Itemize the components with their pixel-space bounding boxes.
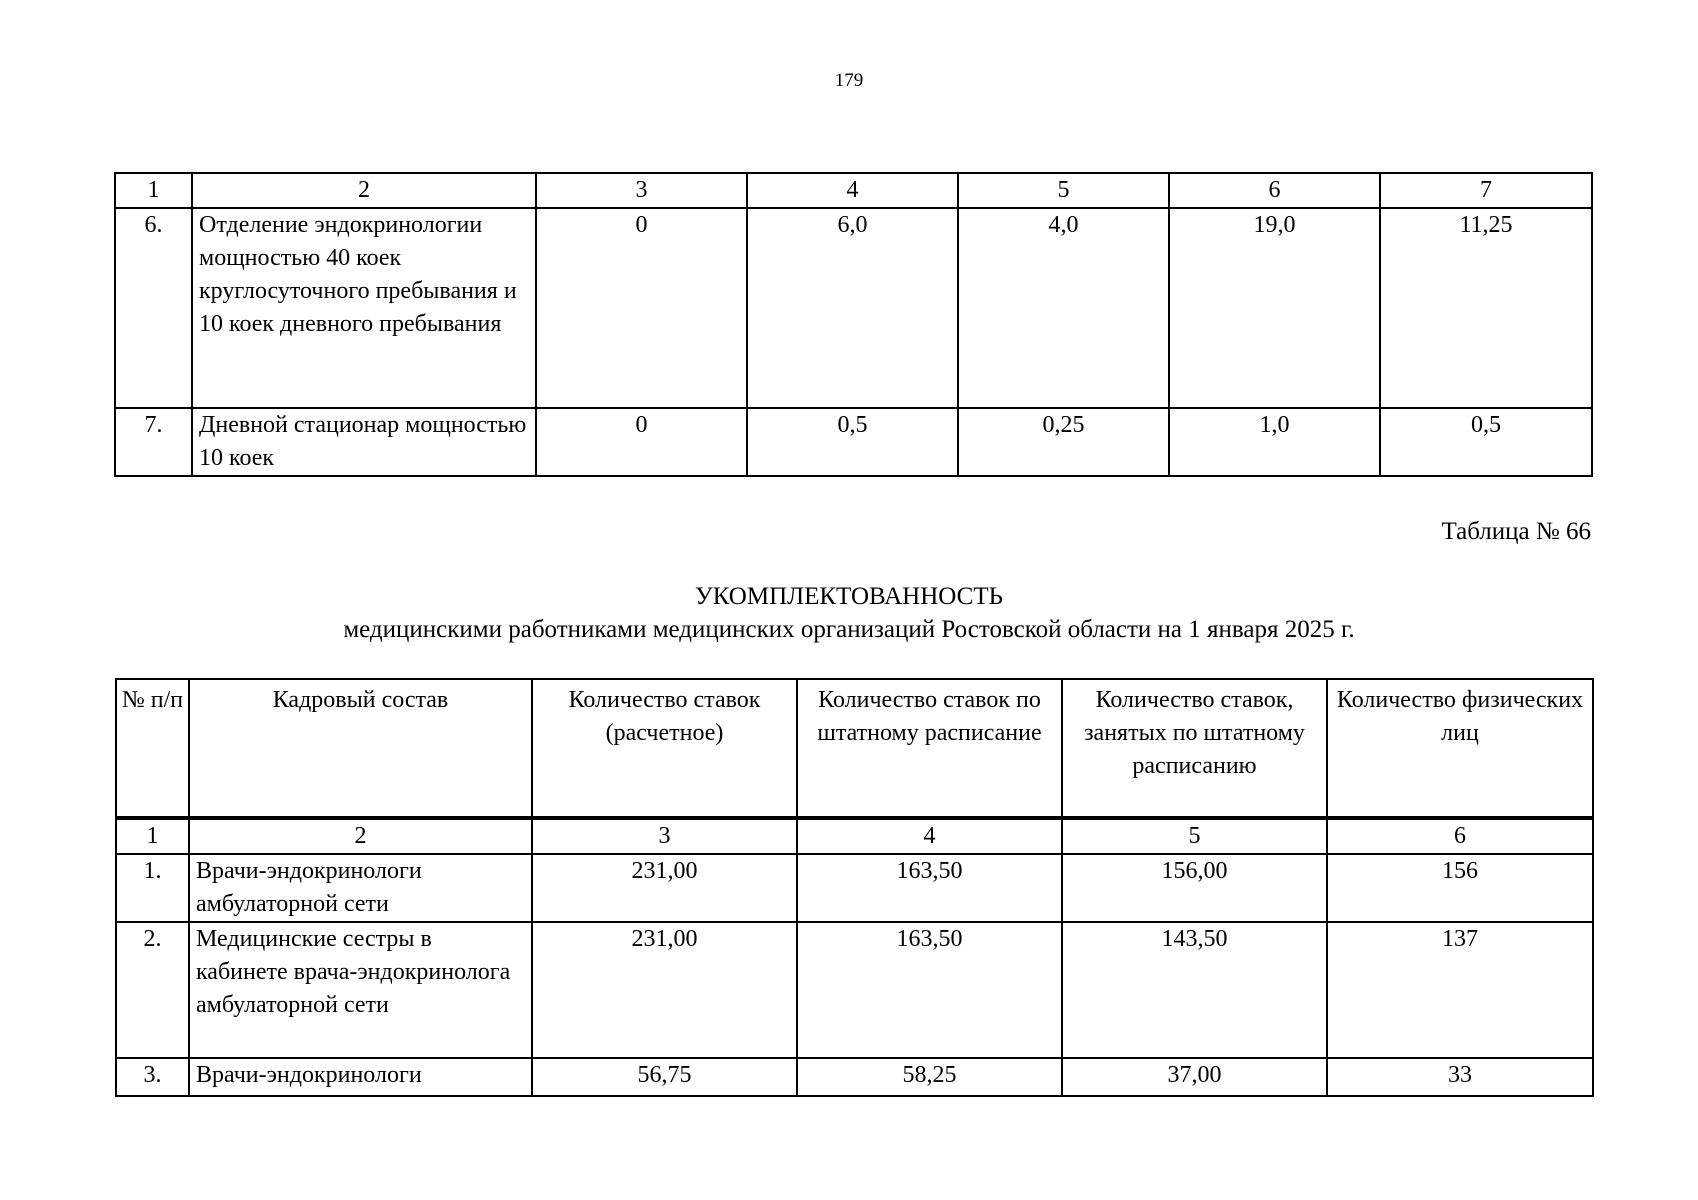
column-number-row [115,173,1592,208]
staffing-table [115,678,1594,1097]
column-number: 4 [747,173,958,208]
cell-value: 11,25 [1380,208,1592,408]
title-subtitle: медицинскими работниками медицинских организаций Ростовской области на 1 января 2025 г. [343,616,1355,643]
column-number: 3 [536,173,747,208]
column-number: 1 [116,818,189,854]
table-row [115,208,1592,408]
cell-value: 33 [1327,1058,1593,1096]
cell-value: 163,50 [797,922,1062,1058]
cell-value: 37,00 [1062,1058,1327,1096]
cell-value: 156 [1327,854,1593,922]
table-row [116,854,1593,922]
column-number: 7 [1380,173,1592,208]
cell-value: 4,0 [958,208,1169,408]
row-number: 3. [116,1058,189,1096]
row-number: 2. [116,922,189,1058]
cell-value: 231,00 [532,922,797,1058]
staffing-table-continued [114,172,1593,477]
header-cell: Количество ставок, занятых по штатному расписанию [1062,679,1327,818]
cell-value: 0,25 [958,408,1169,476]
header-cell: № п/п [116,679,189,818]
header-cell: Количество физических лиц [1327,679,1593,818]
column-number-row [116,818,1593,854]
column-number: 5 [1062,818,1327,854]
table-title [0,580,1698,646]
column-number: 2 [192,173,536,208]
column-number: 5 [958,173,1169,208]
cell-value: 0,5 [747,408,958,476]
title-main: УКОМПЛЕКТОВАННОСТЬ [695,583,1003,610]
row-name: Врачи-эндокринологи амбулаторной сети [189,854,532,922]
column-number: 1 [115,173,192,208]
row-number: 6. [115,208,192,408]
column-number: 3 [532,818,797,854]
cell-value: 58,25 [797,1058,1062,1096]
cell-value: 0 [536,208,747,408]
cell-value: 143,50 [1062,922,1327,1058]
cell-value: 0,5 [1380,408,1592,476]
column-number: 4 [797,818,1062,854]
cell-value: 137 [1327,922,1593,1058]
row-number: 1. [116,854,189,922]
column-number: 6 [1327,818,1593,854]
row-name: Отделение эндокринологии мощностью 40 коек круглосуточного пребывания и 10 коек дневного пребывания [192,208,536,408]
cell-value: 0 [536,408,747,476]
row-number: 7. [115,408,192,476]
column-number: 2 [189,818,532,854]
header-cell: Количество ставок по штатному расписание [797,679,1062,818]
table-row [115,408,1592,476]
cell-value: 1,0 [1169,408,1380,476]
row-name: Дневной стационар мощностью 10 коек [192,408,536,476]
header-row [116,679,1593,818]
column-number: 6 [1169,173,1380,208]
row-name: Медицинские сестры в кабинете врача-эндокринолога амбулаторной сети [189,922,532,1058]
cell-value: 56,75 [532,1058,797,1096]
table-row [116,1058,1593,1096]
cell-value: 6,0 [747,208,958,408]
table-label: Таблица № 66 [1441,518,1591,545]
header-cell: Количество ставок (расчетное) [532,679,797,818]
cell-value: 163,50 [797,854,1062,922]
cell-value: 19,0 [1169,208,1380,408]
cell-value: 156,00 [1062,854,1327,922]
page-number: 179 [834,70,864,91]
header-cell: Кадровый состав [189,679,532,818]
cell-value: 231,00 [532,854,797,922]
table-row [116,922,1593,1058]
row-name: Врачи-эндокринологи [189,1058,532,1096]
